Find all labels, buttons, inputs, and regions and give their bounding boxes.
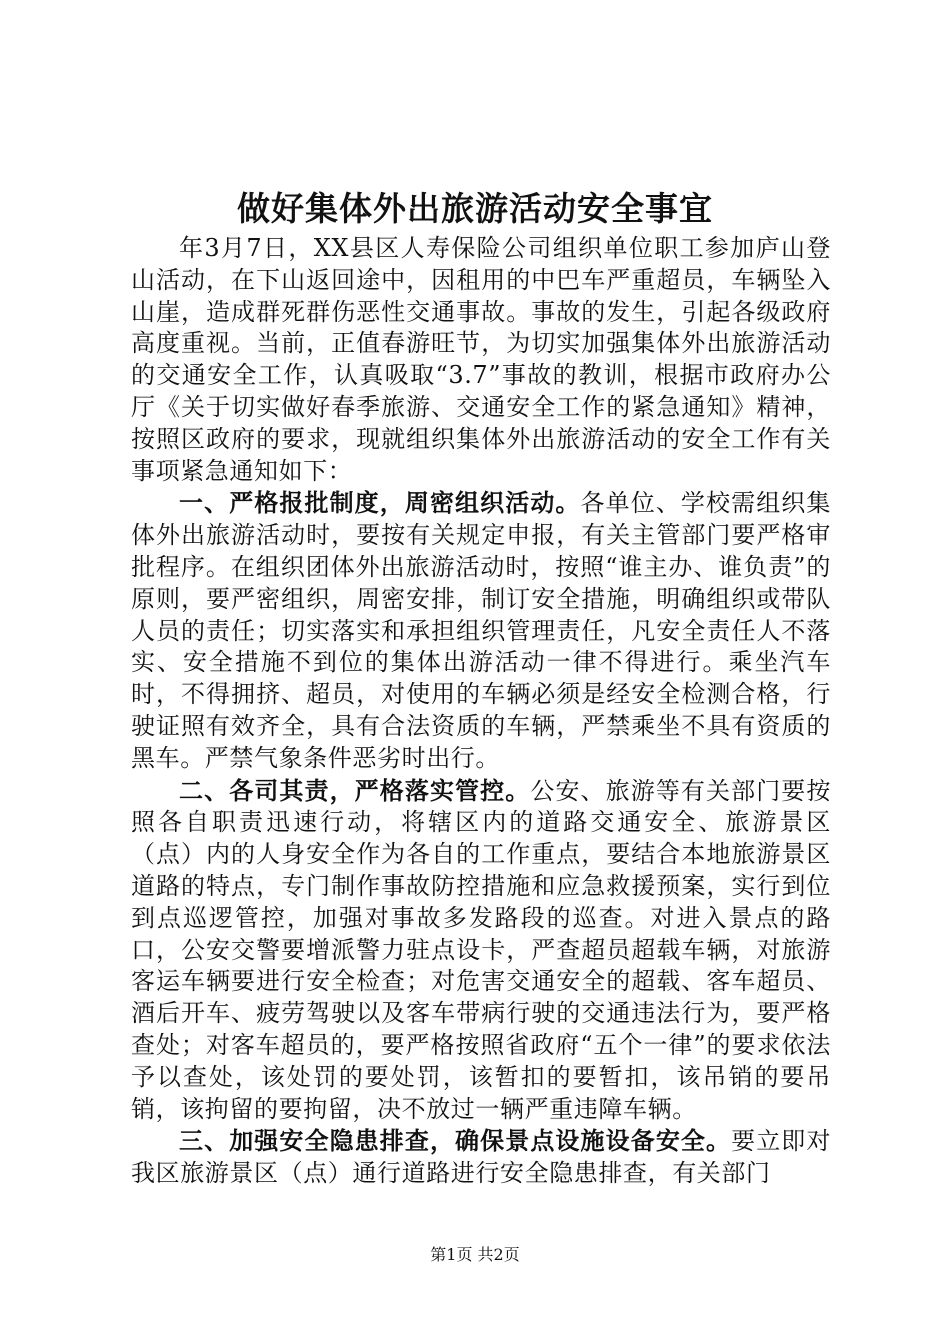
document-body bbox=[131, 232, 831, 1190]
page-number-footer: 第1页 共2页 bbox=[430, 1245, 520, 1264]
document-title: 做好集体外出旅游活动安全事宜 bbox=[237, 189, 713, 228]
paragraph-intro bbox=[131, 232, 831, 487]
section-3-heading: 三、加强安全隐患排查，确保景点设施设备安全。 bbox=[179, 1126, 732, 1156]
section-2-heading: 二、各司其责，严格落实管控。 bbox=[179, 775, 531, 805]
section-1-heading: 一、严格报批制度，周密组织活动。 bbox=[179, 488, 581, 518]
section-3-text: 要立即对我区旅游景区（点）通行道路进行安全隐患排查，有关部门 bbox=[131, 1127, 831, 1188]
paragraph-section-2 bbox=[131, 775, 831, 1126]
section-2-text: 公安、旅游等有关部门要按照各自职责迅速行动，将辖区内的道路交通安全、旅游景区（点）内的人身安全作为各自的工作重点，要结合本地旅游景区道路的特点，专门制作事故防控措施和应急救援预案，实行到位到点巡逻管控，加强对事故多发路段的巡查。对进入景点的路口，公安交警要增派警力驻点设卡，严查超员超载车辆，对旅游客运车辆要进行安全检查；对危害交通安全的超载、客车超员、酒后开车、疲劳驾驶以及客车带病行驶的交通违法行为，要严格查处；对客车超员的，要严格按照省政府“五个一律”的要求依法予以查处，该处罚的要处罚，该暂扣的要暂扣，该吊销的要吊销，该拘留的要拘留，决不放过一辆严重违障车辆。 bbox=[131, 776, 831, 1123]
paragraph-section-1 bbox=[131, 487, 831, 774]
section-1-text: 各单位、学校需组织集体外出旅游活动时，要按有关规定申报，有关主管部门要严格审批程序。在组织团体外出旅游活动时，按照“谁主办、谁负责”的原则，要严密组织，周密安排，制订安全措施，明确组织或带队人员的责任；切实落实和承担组织管理责任，凡安全责任人不落实、安全措施不到位的集体出游活动一律不得进行。乘坐汽车时，不得拥挤、超员，对使用的车辆必须是经安全检测合格，行驶证照有效齐全，具有合法资质的车辆，严禁乘坐不具有资质的黑车。严禁气象条件恶劣时出行。 bbox=[131, 489, 831, 772]
paragraph-intro-text: 年3月7日，XX县区人寿保险公司组织单位职工参加庐山登山活动，在下山返回途中，因租用的中巴车严重超员，车辆坠入山崖，造成群死群伤恶性交通事故。事故的发生，引起各级政府高度重视。当前，正值春游旺节，为切实加强集体外出旅游活动的交通安全工作，认真吸取“3.7”事故的教训，根据市政府办公厅《关于切实做好春季旅游、交通安全工作的紧急通知》精神，按照区政府的要求，现就组织集体外出旅游活动的安全工作有关事项紧急通知如下： bbox=[131, 234, 831, 485]
paragraph-section-3 bbox=[131, 1125, 831, 1190]
